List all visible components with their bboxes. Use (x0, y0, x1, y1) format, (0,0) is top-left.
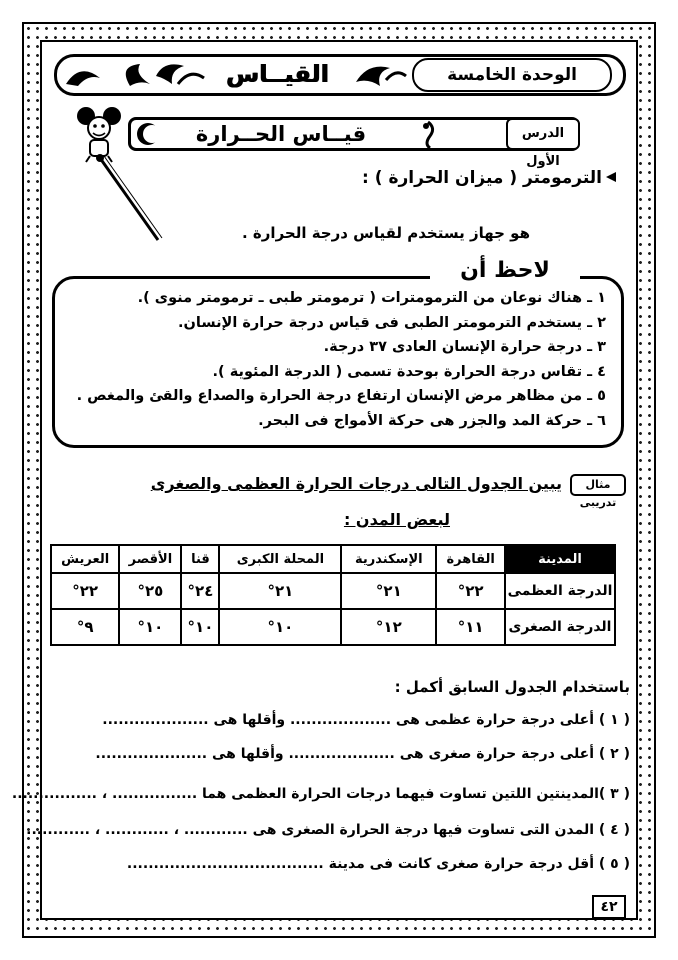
thermometer-definition: هو جهاز يستخدم لقياس درجة الحرارة . (242, 224, 530, 242)
column-header: القاهرة (436, 545, 505, 573)
page-number: ٤٢ (592, 895, 626, 919)
glass-rod-icon (92, 150, 172, 250)
decorative-swirl-icon (350, 58, 410, 92)
table-cell: ٢٢° (436, 573, 505, 609)
table-cell: ٢٤° (181, 573, 219, 609)
exercise-question: ( ٢ ) أعلى درجة حرارة صغرى هى .................... وأقلها هى ..................... (95, 746, 630, 762)
lesson-title: قيــاس الحــرارة (195, 122, 367, 146)
decorative-swirl-icon (60, 58, 210, 92)
exercise-question: ( ٣ )المدينتين اللتين تساوت فيهما درجات الحرارة العظمى هما ................ ، ................ (11, 786, 630, 802)
example-text: يبين الجدول التالى درجات الحرارة العظمى والصغرى (150, 474, 562, 493)
note-item: ٤ ـ تقاس درجة الحرارة بوحدة تسمى ( الدرجة المئوية ). (212, 363, 606, 380)
table-cell: ١١° (436, 609, 505, 645)
note-item: ٥ ـ من مظاهر مرض الإنسان ارتفاع درجة الحرارة والصداع والقئ والمغص . (76, 388, 606, 404)
table-row (51, 573, 615, 609)
table-cell: ٢١° (219, 573, 341, 609)
column-header: العريش (51, 545, 119, 573)
exercise-question: ( ٥ ) أقل درجة حرارة صغرى كانت فى مدينة ..................................... (126, 856, 630, 872)
exercise-title: باستخدام الجدول السابق أكمل : (394, 678, 630, 696)
table-cell: ٢٥° (119, 573, 181, 609)
table-cell: ١٠° (119, 609, 181, 645)
table-row (51, 609, 615, 645)
table-header-row (51, 545, 615, 573)
column-header: قنا (181, 545, 219, 573)
exercise-question: ( ١ ) أعلى درجة حرارة عظمى هى ................... وأقلها هى .................... (102, 712, 630, 728)
unit-title: القيــاس (225, 60, 329, 88)
row-label: الدرجة الصغرى (505, 609, 615, 645)
lesson-number: الدرس الأول (506, 118, 580, 150)
table-cell: ١٢° (341, 609, 436, 645)
column-header: المحلة الكبرى (219, 545, 341, 573)
unit-label: الوحدة الخامسة (412, 58, 612, 92)
temperature-table (50, 544, 616, 646)
decorative-figure-icon (414, 118, 442, 150)
section-heading: الترمومتر ( ميزان الحرارة ) : (362, 168, 602, 188)
table-cell: ٩° (51, 609, 119, 645)
example-text-continued: لبعض المدن : (343, 510, 450, 529)
column-header: المدينة (505, 545, 615, 573)
column-header: الإسكندرية (341, 545, 436, 573)
note-item: ١ ـ هناك نوعان من الترمومترات ( ترمومتر طبى ـ ترمومتر منوى ). (137, 290, 606, 306)
notes-list (66, 286, 606, 433)
note-item: ٢ ـ يستخدم الترمومتر الطبى فى قياس درجة حرارة الإنسان. (178, 314, 606, 331)
table-cell: ١٠° (181, 609, 219, 645)
row-label: الدرجة العظمى (505, 573, 615, 609)
example-badge: مثال تدريبى (570, 474, 626, 496)
table-cell: ١٠° (219, 609, 341, 645)
table-cell: ٢٢° (51, 573, 119, 609)
bullet-arrow-icon (604, 170, 622, 184)
table-cell: ٢١° (341, 573, 436, 609)
exercise-question: ( ٤ ) المدن التى تساوت فيها درجة الحرارة الصغرى هى ............ ، ............ ، ............ (26, 822, 630, 838)
notes-title: لاحظ أن (430, 256, 580, 286)
note-item: ٣ ـ درجة حرارة الإنسان العادى ٣٧ درجة. (323, 339, 606, 355)
column-header: الأقصر (119, 545, 181, 573)
note-item: ٦ ـ حركة المد والجزر هى حركة الأمواج فى البحر. (258, 412, 606, 429)
